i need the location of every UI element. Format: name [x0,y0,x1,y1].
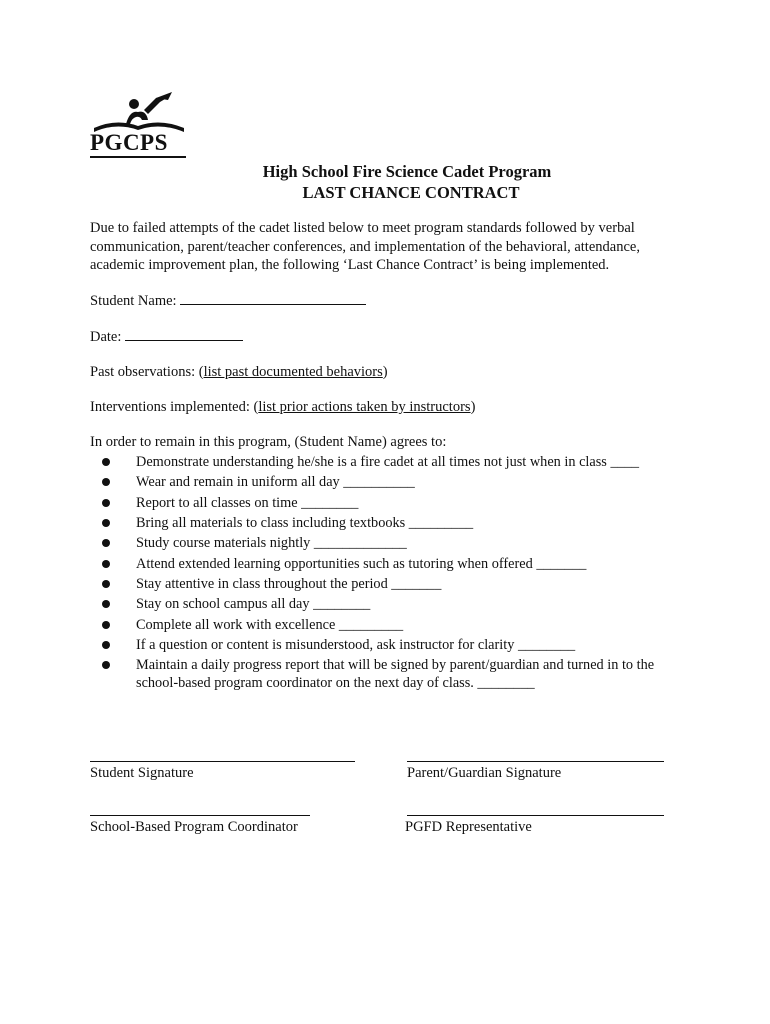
condition-item [90,473,690,491]
condition-item [90,575,690,593]
date-blank[interactable] [125,327,243,341]
interventions-close: ) [470,399,476,415]
past-observations-field [90,363,388,381]
condition-item [90,514,690,532]
date-label: Date: [90,329,122,345]
past-observations-link: list past documented behaviors [203,364,383,380]
student-signature-line[interactable] [90,761,355,762]
student-name-field [90,291,366,310]
condition-text: Stay on school campus all day ________ [136,596,371,613]
program-title: High School Fire Science Cadet Program [262,162,552,181]
condition-item [90,616,690,634]
condition-text: Stay attentive in class throughout the period _______ [136,576,442,593]
condition-item [90,595,690,613]
bullet-icon [102,478,110,486]
condition-item [90,494,690,512]
conditions-list [90,453,690,695]
interventions-link: list prior actions taken by instructors [258,399,471,415]
logo-underline [90,156,186,158]
bullet-icon [102,661,110,669]
pgfd-signature-line[interactable] [407,815,664,816]
contract-title: LAST CHANCE CONTRACT [302,183,520,202]
condition-text: Wear and remain in uniform all day __________ [136,474,415,491]
bullet-icon [102,458,110,466]
condition-item [90,656,690,692]
condition-text: Complete all work with excellence _________ [136,616,404,633]
bullet-icon [102,580,110,588]
interventions-field [90,398,475,416]
condition-text: Report to all classes on time ________ [136,494,359,511]
pgfd-signature-label: PGFD Representative [405,819,532,835]
condition-item [90,453,690,471]
document-title [0,161,770,203]
condition-item [90,555,690,573]
condition-text: Maintain a daily progress report that will be signed by parent/guardian and turned in to the school-based program coordinator on the next day of class. ________ [136,657,655,692]
past-observations-label: Past observations: ( [90,364,204,380]
condition-text: Demonstrate understanding he/she is a fire cadet at all times not just when in class ____ [136,454,640,470]
student-name-label: Student Name: [90,293,177,309]
interventions-label: Interventions implemented: ( [90,399,259,415]
condition-item [90,636,690,654]
past-observations-close: ) [382,364,388,380]
intro-paragraph: Due to failed attempts of the cadet listed below to meet program standards followed by verbal communication, parent/teacher conferences, and implementation of the behavioral, attendance, academic improvement plan, the following ‘Last Chance Contract’ is being implemented. [90,220,640,273]
bullet-icon [102,499,110,507]
condition-text: If a question or content is misunderstood, ask instructor for clarity ________ [136,637,576,654]
logo-text: PGCPS [90,130,168,155]
student-name-blank[interactable] [180,291,366,305]
bullet-icon [102,621,110,629]
bullet-icon [102,600,110,608]
condition-text: Attend extended learning opportunities such as tutoring when offered _______ [136,555,587,572]
reader-book-icon [90,90,190,134]
coordinator-signature-label: School-Based Program Coordinator [90,819,298,835]
date-field [90,327,243,346]
condition-text: Study course materials nightly _____________ [136,535,407,552]
parent-signature-line[interactable] [407,761,664,762]
condition-text: Bring all materials to class including textbooks _________ [136,515,474,532]
pgcps-logo [90,90,190,160]
parent-signature-label: Parent/Guardian Signature [407,765,562,781]
bullet-icon [102,641,110,649]
condition-item [90,534,690,552]
bullet-icon [102,519,110,527]
agreement-lead: In order to remain in this program, (Student Name) agrees to: [90,434,447,450]
coordinator-signature-line[interactable] [90,815,310,816]
student-signature-label: Student Signature [90,765,194,781]
bullet-icon [102,539,110,547]
bullet-icon [102,560,110,568]
